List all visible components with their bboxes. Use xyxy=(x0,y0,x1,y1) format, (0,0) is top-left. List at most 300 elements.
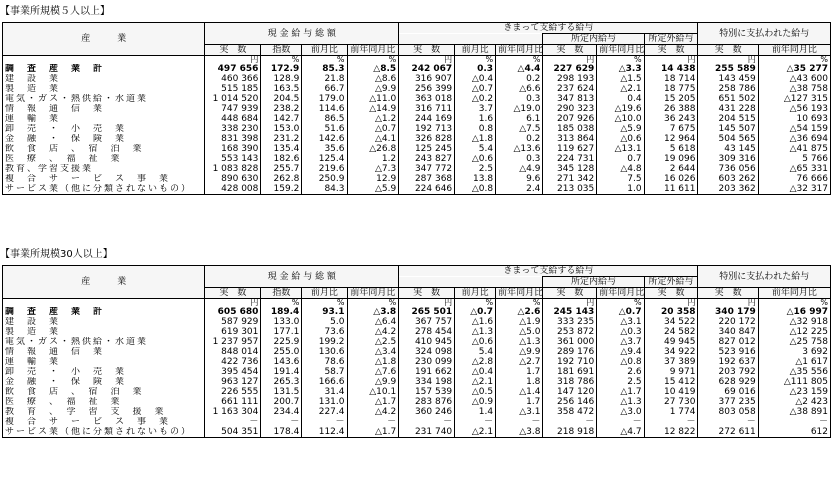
table-cell: 226 555 xyxy=(205,387,261,397)
table-cell: 26 388 xyxy=(644,104,698,114)
industry-name: 卸 売 ・ 小 売 業 xyxy=(5,124,127,134)
table-cell: △23 159 xyxy=(758,387,830,397)
table-cell: 145 507 xyxy=(698,124,758,134)
table-cell: 128.9 xyxy=(261,74,302,84)
table-cell: 523 916 xyxy=(698,347,758,357)
table-cell: △3.1 xyxy=(597,317,644,327)
header-index: 指数 xyxy=(261,45,302,56)
table-cell: 130.6 xyxy=(302,347,347,357)
table-cell: 1.6 xyxy=(455,114,496,124)
table-cell: 168 390 xyxy=(205,144,261,154)
table-cell: △13.6 xyxy=(496,144,543,154)
table-cell: 181 691 xyxy=(543,367,597,377)
table-cell: △10.1 xyxy=(347,387,399,397)
table-cell: 147 120 xyxy=(543,387,597,397)
table-cell: △4.7 xyxy=(597,427,644,438)
table-cell: △7.3 xyxy=(347,164,399,174)
table-cell: △38 891 xyxy=(758,407,830,417)
table-cell: 58.7 xyxy=(302,367,347,377)
industry-name: 情 報 通 信 業 xyxy=(5,347,105,357)
table-cell: △41 875 xyxy=(758,144,830,154)
industry-name: 医 療 、 福 祉 業 xyxy=(5,154,122,164)
table-cell: △3.7 xyxy=(597,337,644,347)
table-cell: △43 600 xyxy=(758,74,830,84)
table-cell: 265.3 xyxy=(261,377,302,387)
table-row xyxy=(3,184,831,195)
table-cell: － xyxy=(302,417,347,427)
unit-label: 円 xyxy=(543,299,597,308)
table-cell: 5.4 xyxy=(455,144,496,154)
table-row xyxy=(3,387,831,397)
unit-label: % xyxy=(347,299,399,308)
table-cell: 333 235 xyxy=(543,317,597,327)
industry-name: 複 合 サ ー ビ ス 事 業 xyxy=(5,417,171,427)
table-cell: △7.5 xyxy=(496,124,543,134)
table-cell: △1.5 xyxy=(597,74,644,84)
table-cell: 133.0 xyxy=(261,317,302,327)
table-cell: 27 730 xyxy=(644,397,698,407)
unit-label: % xyxy=(455,56,496,65)
unit-label: % xyxy=(496,56,543,65)
table-cell: 0.8 xyxy=(455,124,496,134)
table-cell: 603 262 xyxy=(698,174,758,184)
table-cell: 7.5 xyxy=(597,174,644,184)
table-cell: 69 016 xyxy=(698,387,758,397)
header-special: 特別に支払われた給与 xyxy=(698,266,831,288)
header-mom: 前月比 xyxy=(455,45,496,56)
table-cell: 1.7 xyxy=(496,397,543,407)
table-cell: 142.6 xyxy=(302,134,347,144)
table-cell: △36 694 xyxy=(758,134,830,144)
table-cell: 272 611 xyxy=(698,427,758,438)
industry-name: 教育、学習支援業 xyxy=(5,164,94,174)
header-actual: 実 数 xyxy=(543,45,597,56)
table-cell: 86.5 xyxy=(302,114,347,124)
table-cell: 587 929 xyxy=(205,317,261,327)
table-cell: － xyxy=(496,417,543,427)
table-cell: 395 454 xyxy=(205,367,261,377)
unit-label: 円 xyxy=(698,299,758,308)
table-cell: 9.6 xyxy=(496,174,543,184)
table-cell: △0.7 xyxy=(597,307,644,317)
table-cell: 142.7 xyxy=(261,114,302,124)
table-row xyxy=(3,327,831,337)
table-cell: 224 731 xyxy=(543,154,597,164)
table-cell: 5 618 xyxy=(644,144,698,154)
industry-name: 調 査 産 業 計 xyxy=(5,64,105,74)
table-cell: 203 362 xyxy=(698,184,758,195)
table-cell: 358 472 xyxy=(543,407,597,417)
industry-name: 金 融 ・ 保 険 業 xyxy=(5,134,127,144)
table-cell: △6.6 xyxy=(496,84,543,94)
table-cell: △0.6 xyxy=(597,134,644,144)
table-cell: 271 342 xyxy=(543,174,597,184)
table-cell: 316 907 xyxy=(399,74,455,84)
table-row xyxy=(3,317,831,327)
table-cell: 431 228 xyxy=(698,104,758,114)
table-cell: 78.6 xyxy=(302,357,347,367)
table-cell: － xyxy=(644,417,698,427)
wage-table xyxy=(2,265,831,438)
header-overtime: 所定外給与 xyxy=(644,34,698,45)
header-yoy: 前年同月比 xyxy=(758,45,830,56)
industry-name: 電気・ガス・熱供給・水道業 xyxy=(5,94,149,104)
table-cell: 298 193 xyxy=(543,74,597,84)
table-cell: － xyxy=(399,417,455,427)
table-cell: △1.8 xyxy=(347,357,399,367)
table-cell: 218 918 xyxy=(543,427,597,438)
table-cell: △1.2 xyxy=(347,114,399,124)
table-cell: 1.0 xyxy=(597,184,644,195)
header-yoy: 前年同月比 xyxy=(347,288,399,299)
table-cell: △0.6 xyxy=(455,337,496,347)
industry-name: 調 査 産 業 計 xyxy=(5,307,105,317)
table-cell: 0.3 xyxy=(455,64,496,74)
table-cell: 256 399 xyxy=(399,84,455,94)
header-actual: 実 数 xyxy=(205,45,261,56)
table-cell: △0.7 xyxy=(455,84,496,94)
table-cell: △0.7 xyxy=(455,307,496,317)
table-cell: 11 611 xyxy=(644,184,698,195)
table-cell: 207 926 xyxy=(543,114,597,124)
table-cell: 192 637 xyxy=(698,357,758,367)
table-cell: 287 368 xyxy=(399,174,455,184)
table-cell: △0.4 xyxy=(455,367,496,377)
table-cell: △9.9 xyxy=(347,84,399,94)
table-cell: △1.7 xyxy=(347,397,399,407)
table-cell: 5.4 xyxy=(455,347,496,357)
table-cell: 256 146 xyxy=(543,397,597,407)
table-row xyxy=(3,307,831,317)
table-cell: 84.3 xyxy=(302,184,347,195)
table-cell: 131.0 xyxy=(302,397,347,407)
table-cell: △1.7 xyxy=(597,387,644,397)
table-cell: △2.1 xyxy=(455,377,496,387)
table-cell: △6.4 xyxy=(347,317,399,327)
table-cell: △13.1 xyxy=(597,144,644,154)
table-cell: 0.2 xyxy=(496,74,543,84)
industry-name: 電気・ガス・熱供給・水道業 xyxy=(5,337,149,347)
table-cell: △1.9 xyxy=(496,317,543,327)
table-cell: △56 193 xyxy=(758,104,830,114)
industry-name: サービス業（他に分類されないもの） xyxy=(5,427,193,437)
table-cell: 125 245 xyxy=(399,144,455,154)
table-cell: 1.8 xyxy=(496,377,543,387)
header-yoy: 前年同月比 xyxy=(597,45,644,56)
industry-name: 飲 食 店 、 宿 泊 業 xyxy=(5,144,144,154)
table-cell: 347 813 xyxy=(543,94,597,104)
table-cell: 24 582 xyxy=(644,327,698,337)
table-cell: 135.4 xyxy=(261,144,302,154)
unit-blank xyxy=(3,56,205,65)
table-row xyxy=(3,357,831,367)
table-cell: △8.5 xyxy=(347,64,399,74)
table-cell: 85.3 xyxy=(302,64,347,74)
table-cell: 238.2 xyxy=(261,104,302,114)
table-cell: 191 662 xyxy=(399,367,455,377)
table-cell: △0.4 xyxy=(455,74,496,84)
table-cell: 460 366 xyxy=(205,74,261,84)
table-cell: 827 012 xyxy=(698,337,758,347)
table-cell: △5.0 xyxy=(496,327,543,337)
table-cell: 345 128 xyxy=(543,164,597,174)
table-cell: △0.3 xyxy=(597,327,644,337)
table-cell: 612 xyxy=(758,427,830,438)
table-cell: 255.7 xyxy=(261,164,302,174)
header-scheduled: 所定内給与 xyxy=(543,34,644,45)
table-cell: 605 680 xyxy=(205,307,261,317)
table-cell: 178.4 xyxy=(261,427,302,438)
table-cell: 309 316 xyxy=(698,154,758,164)
table-row xyxy=(3,407,831,417)
unit-label: % xyxy=(597,299,644,308)
table-cell: 0.7 xyxy=(597,154,644,164)
table-cell: △7.6 xyxy=(347,367,399,377)
table-cell: 2.6 xyxy=(597,367,644,377)
table-cell: 34 522 xyxy=(644,317,698,327)
table-cell: 227.4 xyxy=(302,407,347,417)
table-cell: 448 684 xyxy=(205,114,261,124)
table-cell: 0.3 xyxy=(496,94,543,104)
table-cell: 0.2 xyxy=(496,134,543,144)
table-cell: 338 230 xyxy=(205,124,261,134)
unit-label: 円 xyxy=(698,56,758,65)
table-row xyxy=(3,367,831,377)
table-cell: 219.6 xyxy=(302,164,347,174)
table-cell: 242 067 xyxy=(399,64,455,74)
table-cell: 1.2 xyxy=(347,154,399,164)
table-cell: △0.8 xyxy=(455,184,496,195)
table-cell: △1.4 xyxy=(496,387,543,397)
table-cell: △0.2 xyxy=(455,94,496,104)
table-cell: － xyxy=(261,417,302,427)
header-regular: きまって支給する給与 xyxy=(399,23,698,34)
table-row xyxy=(3,74,831,84)
unit-label: 円 xyxy=(205,299,261,308)
table-cell: △14.9 xyxy=(347,104,399,114)
header-actual: 実 数 xyxy=(644,45,698,56)
table-cell: 250.9 xyxy=(302,174,347,184)
table-cell: △35 277 xyxy=(758,64,830,74)
table-cell: △2.8 xyxy=(455,357,496,367)
table-cell: 347 772 xyxy=(399,164,455,174)
header-regular: きまって支給する給与 xyxy=(399,266,698,277)
table-cell: △5.9 xyxy=(347,184,399,195)
table-row xyxy=(3,154,831,164)
table-cell: 163.5 xyxy=(261,84,302,94)
table-cell: 255.0 xyxy=(261,347,302,357)
table-cell: 3 692 xyxy=(758,347,830,357)
table-cell: － xyxy=(597,417,644,427)
table-cell: 360 246 xyxy=(399,407,455,417)
table-cell: △4.4 xyxy=(496,64,543,74)
table-cell: 21.8 xyxy=(302,74,347,84)
table-cell: 225.9 xyxy=(261,337,302,347)
table-cell: 204 515 xyxy=(698,114,758,124)
table-cell: 230 099 xyxy=(399,357,455,367)
table-row xyxy=(3,104,831,114)
table-cell: △2.5 xyxy=(347,337,399,347)
unit-label: 円 xyxy=(644,299,698,308)
table-row xyxy=(3,134,831,144)
table-cell: 227 629 xyxy=(543,64,597,74)
header-yoy: 前年同月比 xyxy=(496,45,543,56)
unit-label: % xyxy=(347,56,399,65)
table-row xyxy=(3,64,831,74)
table-row xyxy=(3,337,831,347)
table-cell: 324 098 xyxy=(399,347,455,357)
header-special: 特別に支払われた給与 xyxy=(698,23,831,45)
unit-label: % xyxy=(455,299,496,308)
table-cell: △9.4 xyxy=(597,347,644,357)
table-cell: 191.4 xyxy=(261,367,302,377)
table-cell: 363 018 xyxy=(399,94,455,104)
table-cell: 18 775 xyxy=(644,84,698,94)
table-cell: 231.2 xyxy=(261,134,302,144)
table-cell: 10 419 xyxy=(644,387,698,397)
table-row xyxy=(3,94,831,104)
table-cell: 1 774 xyxy=(644,407,698,417)
table-cell: 231 740 xyxy=(399,427,455,438)
unit-label: 円 xyxy=(644,56,698,65)
industry-name: 運 輸 業 xyxy=(5,357,61,367)
table-cell: 255 589 xyxy=(698,64,758,74)
header-actual: 実 数 xyxy=(543,288,597,299)
table-cell: 628 929 xyxy=(698,377,758,387)
table-cell: △1.6 xyxy=(455,317,496,327)
table-cell: △1.3 xyxy=(496,337,543,347)
table-cell: △4.8 xyxy=(597,164,644,174)
table-row xyxy=(3,144,831,154)
table-cell: 34 922 xyxy=(644,347,698,357)
table-cell: 203 792 xyxy=(698,367,758,377)
table-cell: 13.8 xyxy=(455,174,496,184)
table-cell: 153.0 xyxy=(261,124,302,134)
table-cell: 504 565 xyxy=(698,134,758,144)
section-title: 【事業所規模５人以上】 xyxy=(0,6,110,17)
table-row xyxy=(3,114,831,124)
table-cell: 36 243 xyxy=(644,114,698,124)
table-cell: 9 971 xyxy=(644,367,698,377)
table-cell: 3.7 xyxy=(455,104,496,114)
table-cell: 803 058 xyxy=(698,407,758,417)
table-cell: 0.4 xyxy=(597,94,644,104)
table-cell: 262.8 xyxy=(261,174,302,184)
industry-name: 卸 売 ・ 小 売 業 xyxy=(5,367,127,377)
table-cell: 278 454 xyxy=(399,327,455,337)
industry-name: 複 合 サ ー ビ ス 事 業 xyxy=(5,174,171,184)
industry-name: 金 融 ・ 保 険 業 xyxy=(5,377,127,387)
table-cell: 1 014 520 xyxy=(205,94,261,104)
table-cell: △2.6 xyxy=(496,307,543,317)
table-cell: △3.3 xyxy=(597,64,644,74)
table-cell: △25 758 xyxy=(758,337,830,347)
unit-blank xyxy=(3,299,205,308)
industry-name: 飲 食 店 、 宿 泊 業 xyxy=(5,387,144,397)
table-row xyxy=(3,164,831,174)
table-cell: 736 056 xyxy=(698,164,758,174)
table-cell: △16 997 xyxy=(758,307,830,317)
table-cell: 340 179 xyxy=(698,307,758,317)
table-cell: 14 438 xyxy=(644,64,698,74)
header-actual: 実 数 xyxy=(205,288,261,299)
table-cell: 290 323 xyxy=(543,104,597,114)
table-cell: 119 627 xyxy=(543,144,597,154)
table-cell: 515 185 xyxy=(205,84,261,94)
table-cell: △19.6 xyxy=(597,104,644,114)
table-cell: 661 111 xyxy=(205,397,261,407)
table-cell: 2.5 xyxy=(455,164,496,174)
table-cell: △9.9 xyxy=(496,347,543,357)
table-cell: 243 827 xyxy=(399,154,455,164)
table-cell: 504 351 xyxy=(205,427,261,438)
table-cell: △5.9 xyxy=(597,124,644,134)
table-cell: 367 757 xyxy=(399,317,455,327)
industry-name: 製 造 業 xyxy=(5,327,61,337)
table-cell: 410 945 xyxy=(399,337,455,347)
unit-label: 円 xyxy=(399,56,455,65)
header-yoy: 前年同月比 xyxy=(347,45,399,56)
table-cell: 172.9 xyxy=(261,64,302,74)
unit-row xyxy=(3,299,831,308)
header-yoy: 前年同月比 xyxy=(496,288,543,299)
table-row xyxy=(3,347,831,357)
table-cell: 185 038 xyxy=(543,124,597,134)
table-cell: 2.4 xyxy=(496,184,543,195)
table-cell: △2.1 xyxy=(455,427,496,438)
table-cell: 114.6 xyxy=(302,104,347,114)
table-row xyxy=(3,397,831,407)
unit-label: 円 xyxy=(399,299,455,308)
table-cell: 179.0 xyxy=(302,94,347,104)
header-cash-total: 現 金 給 与 総 額 xyxy=(205,23,399,45)
table-cell: △3.4 xyxy=(347,347,399,357)
header-mom: 前月比 xyxy=(455,288,496,299)
table-cell: △0.8 xyxy=(597,357,644,367)
table-cell: △0.9 xyxy=(455,397,496,407)
table-cell: 361 000 xyxy=(543,337,597,347)
table-cell: 10 693 xyxy=(758,114,830,124)
table-cell: 831 398 xyxy=(205,134,261,144)
table-cell: － xyxy=(543,417,597,427)
table-cell: 258 786 xyxy=(698,84,758,94)
table-cell: △127 315 xyxy=(758,94,830,104)
table-cell: △11.0 xyxy=(347,94,399,104)
table-cell: 318 786 xyxy=(543,377,597,387)
table-cell: 1 163 304 xyxy=(205,407,261,417)
header-actual: 実 数 xyxy=(399,288,455,299)
table-cell: 125.4 xyxy=(302,154,347,164)
table-cell: 619 301 xyxy=(205,327,261,337)
table-cell: 244 169 xyxy=(399,114,455,124)
table-cell: 177.1 xyxy=(261,327,302,337)
table-cell: 313 864 xyxy=(543,134,597,144)
industry-name: 製 造 業 xyxy=(5,84,61,94)
table-row xyxy=(3,427,831,438)
header-actual: 実 数 xyxy=(698,288,758,299)
unit-label: % xyxy=(261,299,302,308)
table-cell: 428 008 xyxy=(205,184,261,195)
table-cell: △4.1 xyxy=(347,134,399,144)
table-cell: 0.3 xyxy=(496,154,543,164)
industry-name: サービス業（他に分類されないもの） xyxy=(5,184,193,194)
table-cell: △3.0 xyxy=(597,407,644,417)
table-cell: △0.5 xyxy=(455,387,496,397)
unit-label: % xyxy=(758,56,830,65)
table-cell: 15 412 xyxy=(644,377,698,387)
table-cell: 1.4 xyxy=(455,407,496,417)
table-cell: 283 876 xyxy=(399,397,455,407)
